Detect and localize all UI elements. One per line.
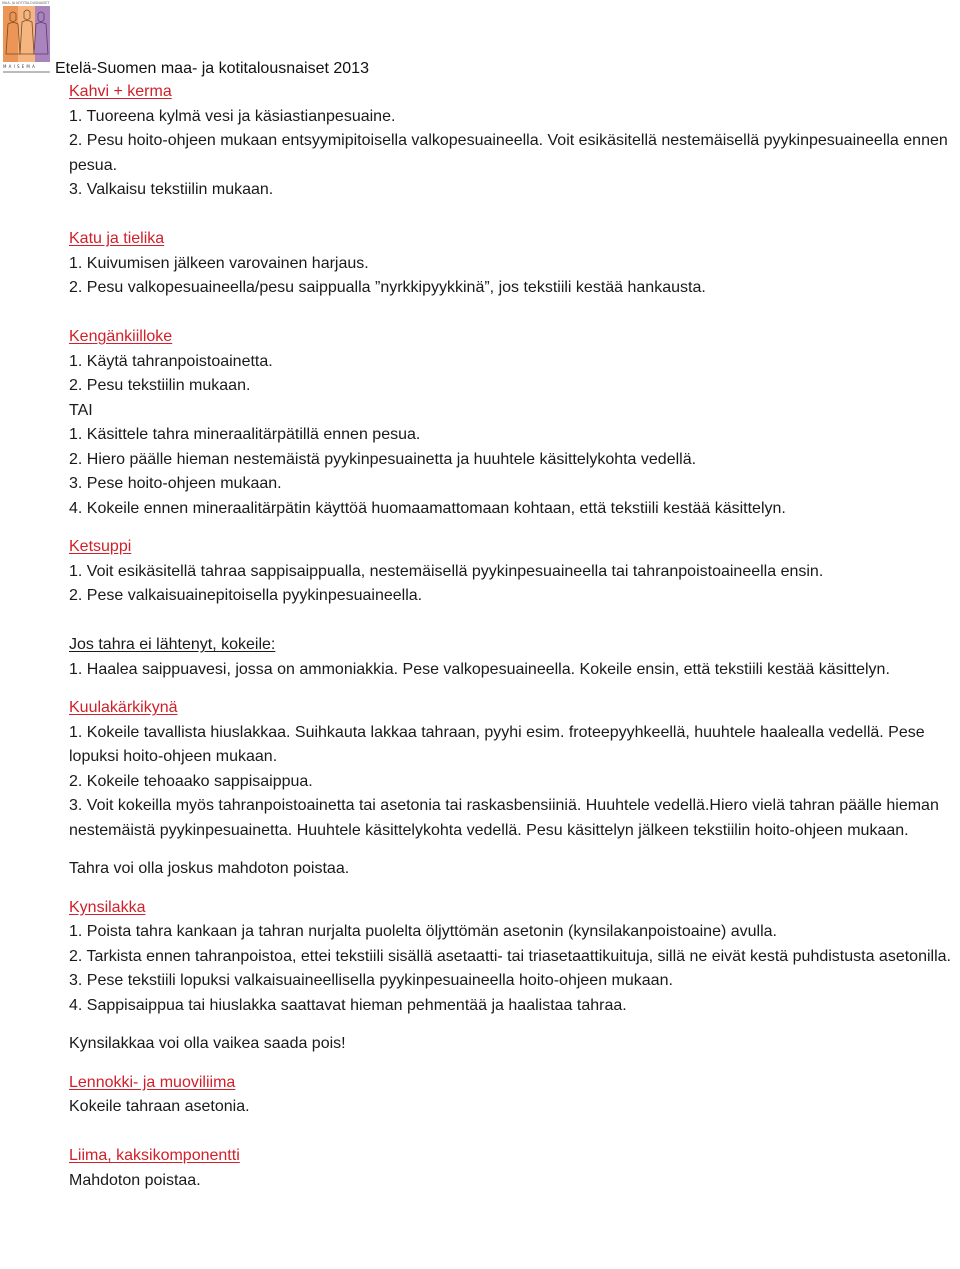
liima-step-1: Mahdoton poistaa. [69,1171,201,1189]
logo-top-text: MAA- JA KOTITALOUSNAISET [2,1,50,5]
kahvi-step-1: 1. Tuoreena kylmä vesi ja käsiastianpesuaine. [69,107,396,125]
kenka-step-1: 1. Käytä tahranpoistoainetta. [69,352,273,370]
kuula-step-3: 3. Voit kokeilla myös tahranpoistoainetta tai asetonia tai raskasbensiiniä. Huuhtele vedellä.Hiero vielä tahran päälle hieman nestemäistä pyykinpesuainetta. Huuhtele käsittelykohta vedellä. Pesu käsittelyn jälkeen tekstiilin hoito-ohjeen mukaan. [69,797,939,839]
kenka-step-6: 4. Kokeile ennen mineraalitärpätin käyttöä huomaamattomaan kohtaan, että tekstiili kestää käsittelyn. [69,499,786,517]
kuula-step-1: 1. Kokeile tavallista hiuslakkaa. Suihkauta lakkaa tahraan, pyyhi esim. froteepyyhkeellä, huuhtele haalealla vedellä. Pese lopuksi hoito-ohjeen mukaan. [69,723,925,765]
logo-graphic [2,0,52,76]
kenka-step-3: 1. Käsittele tahra mineraalitärpätillä ennen pesua. [69,426,421,443]
kynsi-note: Kynsilakkaa voi olla vaikea saada pois! [69,1035,346,1052]
kynsi-step-3: 3. Pese tekstiili lopuksi valkaisuaineellisella pyykinpesuaineella hoito-ohjeen mukaan. [69,972,673,989]
ketsuppi-step-2: 2. Pese valkaisuainepitoisella pyykinpesuaineella. [69,587,423,604]
kenka-step-2: 2. Pesu tekstiilin mukaan. [69,377,251,394]
ketsuppi-step-1: 1. Voit esikäsitellä tahraa sappisaippualla, nestemäisellä pyykinpesuaineella tai tahranpoistoaineella ensin. [69,562,824,580]
heading-katu: Katu ja tielika [69,230,165,247]
katu-step-1: 1. Kuivumisen jälkeen varovainen harjaus. [69,254,369,272]
organization-name: Etelä-Suomen maa- ja kotitalousnaiset 2013 [55,60,369,77]
kahvi-step-3: 3. Valkaisu tekstiilin mukaan. [69,181,274,198]
kenka-tai: TAI [69,401,93,419]
katu-step-2: 2. Pesu valkopesuaineella/pesu saippualla ”nyrkkipyykkinä”, jos tekstiili kestää hankausta. [69,279,706,296]
heading-kengankiilloke: Kengänkiilloke [69,328,173,345]
kenka-step-5: 3. Pese hoito-ohjeen mukaan. [69,475,282,492]
document-body [69,80,960,1193]
kuula-step-2: 2. Kokeile tehoaako sappisaippua. [69,772,313,790]
logo [2,0,52,76]
logo-bottom-text: MAISEMA [3,64,38,69]
heading-kynsilakka: Kynsilakka [69,898,146,916]
kuula-note: Tahra voi olla joskus mahdoton poistaa. [69,860,350,877]
heading-kahvi: Kahvi + kerma [69,83,172,100]
heading-kuulakarkikyna: Kuulakärkikynä [69,699,178,716]
kynsi-step-1: 1. Poista tahra kankaan ja tahran nurjalta puolelta öljyttömän asetonin (kynsilakanpoistoaine) avulla. [69,923,777,940]
ketsuppi-step-3: 1. Haalea saippuavesi, jossa on ammoniakkia. Pese valkopesuaineella. Kokeile ensin, että tekstiili kestää käsittelyn. [69,660,890,678]
lennokki-step-1: Kokeile tahraan asetonia. [69,1098,250,1115]
ketsuppi-subheading: Jos tahra ei lähtenyt, kokeile: [69,636,276,653]
kynsi-step-4: 4. Sappisaippua tai hiuslakka saattavat hieman pehmentää ja haalistaa tahraa. [69,996,627,1014]
heading-ketsuppi: Ketsuppi [69,538,132,555]
heading-lennokki: Lennokki- ja muoviliima [69,1073,236,1091]
kynsi-step-2: 2. Tarkista ennen tahranpoistoa, ettei tekstiili sisällä asetaatti- tai triasetaattikuituja, sillä ne eivät kestä puhdistusta asetonilla. [69,947,951,965]
kahvi-step-2: 2. Pesu hoito-ohjeen mukaan entsyymipitoisella valkopesuaineella. Voit esikäsitellä nestemäisellä pyykinpesuaineella ennen pesua. [69,132,948,174]
heading-liima: Liima, kaksikomponentti [69,1147,240,1164]
kenka-step-4: 2. Hiero päälle hieman nestemäistä pyykinpesuainetta ja huuhtele käsittelykohta vedellä. [69,450,697,468]
